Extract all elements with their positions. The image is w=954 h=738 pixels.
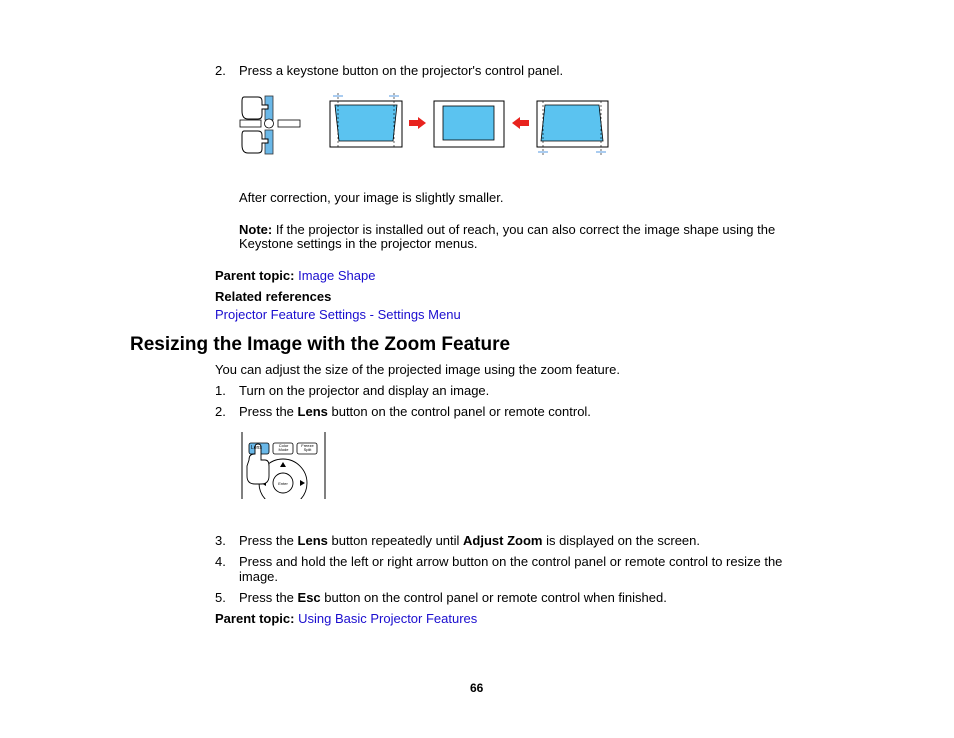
step-number: 4.	[215, 554, 226, 569]
lens-button-name: Lens	[297, 404, 328, 419]
related-reference-link[interactable]: Projector Feature Settings - Settings Menu	[215, 307, 461, 322]
color-mode-button-label: Color Mode	[278, 443, 289, 452]
parent-topic-link[interactable]: Image Shape	[298, 268, 376, 283]
note-label: Note:	[239, 222, 273, 237]
step-text: Press a keystone button on the projector's control panel.	[239, 63, 564, 78]
enter-button-label: Enter	[278, 481, 288, 486]
note-line-1	[239, 222, 775, 237]
step-text	[239, 590, 667, 605]
esc-button-name: Esc	[297, 590, 321, 605]
step-text-line-2: image.	[239, 569, 279, 584]
adjust-zoom-setting-name: Adjust Zoom	[463, 533, 543, 548]
related-references-heading: Related references	[215, 289, 332, 304]
parent-topic	[215, 268, 375, 283]
control-panel-illustration	[241, 432, 327, 499]
note-line-2: Keystone settings in the projector menus.	[239, 236, 478, 251]
step-number: 2.	[215, 404, 226, 419]
step-number: 1.	[215, 383, 226, 398]
after-correction-text: After correction, your image is slightly smaller.	[239, 190, 504, 205]
screen-corrected	[434, 101, 504, 147]
step-text: Turn on the projector and display an image.	[239, 383, 490, 398]
parent-topic-link[interactable]: Using Basic Projector Features	[298, 611, 478, 626]
parent-topic-label: Parent topic:	[215, 268, 295, 283]
arrow-left-icon	[512, 117, 529, 129]
step-text-part: Press the	[239, 590, 298, 605]
lens-button-name: Lens	[297, 533, 328, 548]
note-text: If the projector is installed out of reach, you can also correct the image shape using the	[272, 222, 776, 237]
step-text-line-1: Press and hold the left or right arrow button on the control panel or remote control to resize the	[239, 554, 783, 569]
step-text-part: Press the	[239, 404, 298, 419]
freeze-button-label: Freeze Split	[301, 443, 314, 452]
section-intro: You can adjust the size of the projected image using the zoom feature.	[215, 362, 620, 377]
keystone-buttons-graphic	[240, 96, 300, 154]
parent-topic-label: Parent topic:	[215, 611, 295, 626]
page-number: 66	[470, 681, 484, 695]
step-text-part: is displayed on the screen.	[542, 533, 701, 548]
step-number: 3.	[215, 533, 226, 548]
step-text-part: button repeatedly until	[327, 533, 464, 548]
step-text	[239, 533, 700, 548]
parent-topic	[215, 611, 477, 626]
screen-before-correction	[330, 93, 402, 147]
step-number: 5.	[215, 590, 226, 605]
lens-button-label: Lens	[251, 445, 262, 451]
step-number: 2.	[215, 63, 226, 78]
arrow-right-icon	[409, 117, 426, 129]
step-text	[239, 404, 591, 419]
step-text-part: button on the control panel or remote control when finished.	[320, 590, 667, 605]
screen-before-correction-2	[537, 101, 608, 155]
step-text-part: button on the control panel or remote control.	[327, 404, 591, 419]
keystone-illustration	[238, 91, 610, 158]
step-text-part: Press the	[239, 533, 298, 548]
section-title: Resizing the Image with the Zoom Feature	[130, 334, 511, 355]
